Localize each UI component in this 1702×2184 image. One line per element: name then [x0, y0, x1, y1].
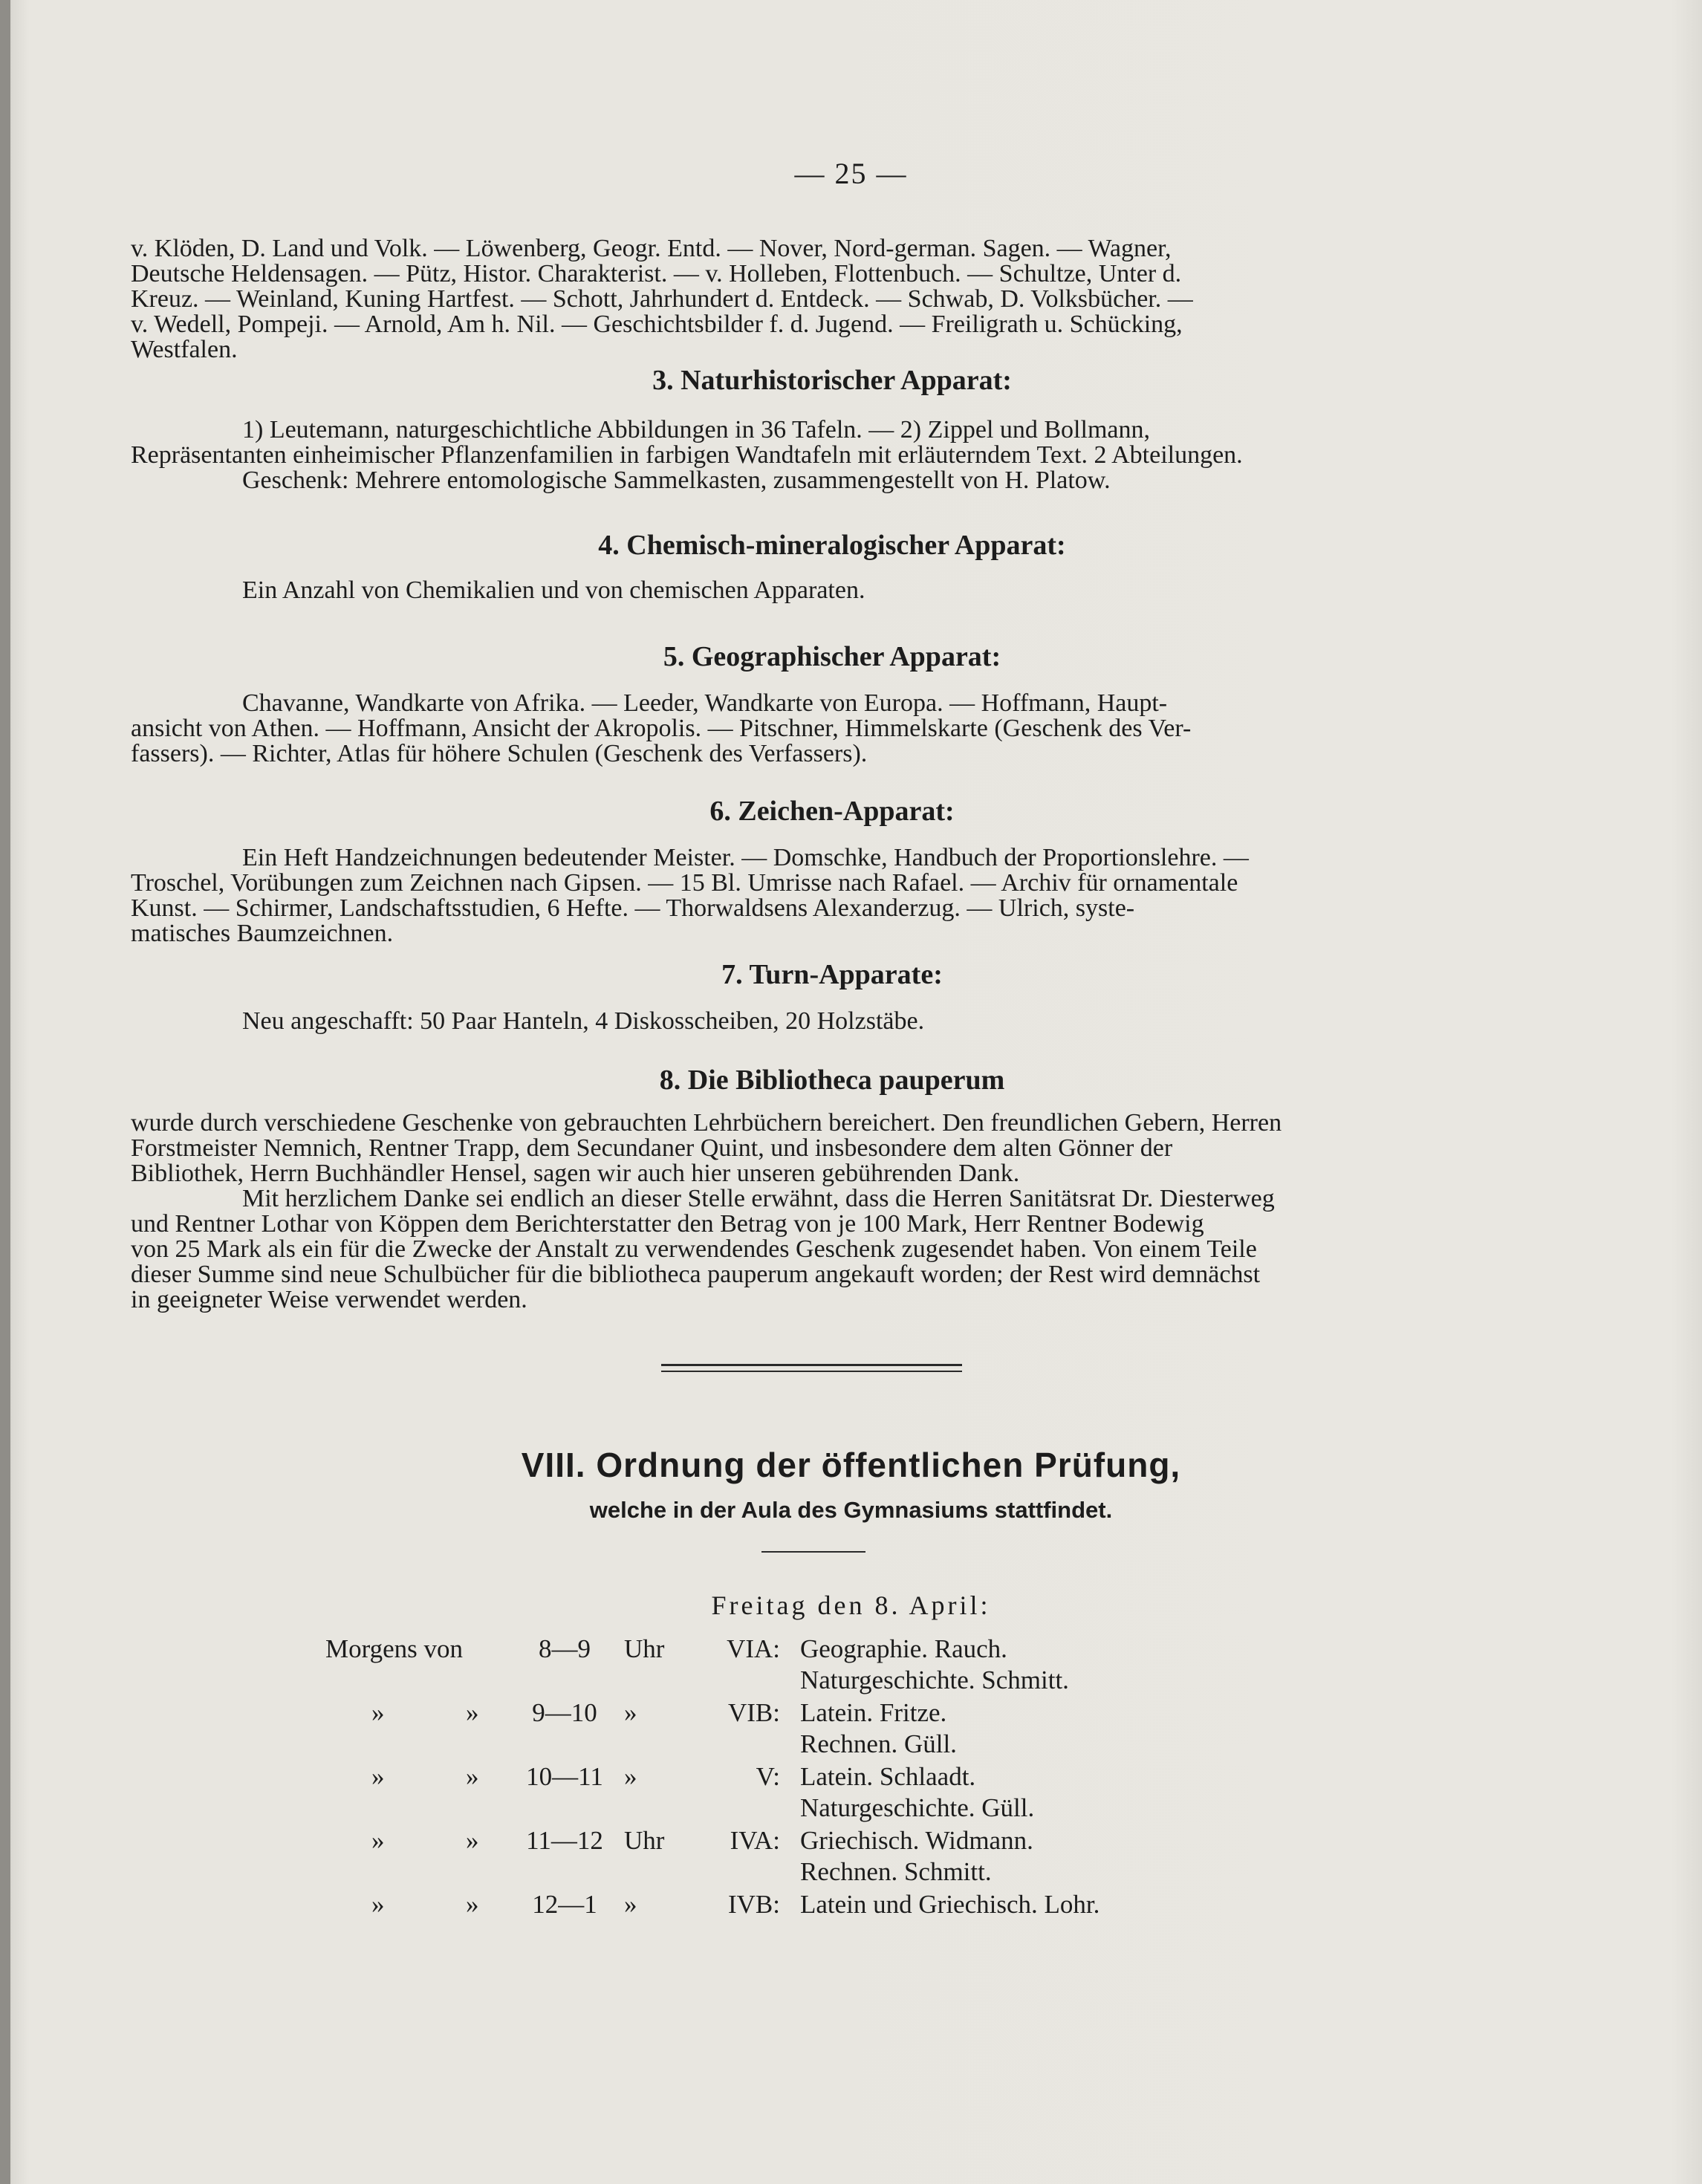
section-line: Geschenk: Mehrere entomologische Sammelkasten, zusammengestellt von H. Platow. — [242, 467, 1111, 494]
intro-line: v. Wedell, Pompeji. — Arnold, Am h. Nil. — Geschichtsbilder f. d. Jugend. — Freiligrath u. Schücking, — [131, 311, 1183, 338]
schedule-unit: » — [624, 1762, 637, 1791]
schedule-subject: Naturgeschichte. Güll. — [800, 1793, 1035, 1822]
section-line: und Rentner Lothar von Köppen dem Berichterstatter den Betrag von je 100 Mark, Herr Rentner Bodewig — [131, 1210, 1204, 1238]
section-line: in geeigneter Weise verwendet werden. — [131, 1286, 527, 1313]
schedule-subject: Geographie. Rauch. — [800, 1634, 1007, 1663]
schedule-time: 8—9 — [539, 1634, 591, 1663]
schedule-time: 10—11 — [526, 1762, 603, 1791]
schedule-unit: » — [624, 1890, 637, 1919]
section-line: von 25 Mark als ein für die Zwecke der Anstalt zu verwendendes Geschenk zugesendet haben. Von einem Teile — [131, 1235, 1257, 1263]
page-number: — 25 — — [794, 157, 908, 190]
intro-line: v. Klöden, D. Land und Volk. — Löwenberg, Geogr. Entd. — Nover, Nord-german. Sagen. — Wagner, — [131, 235, 1172, 262]
schedule-class: IVA: — [730, 1826, 780, 1855]
section-line: Chavanne, Wandkarte von Afrika. — Leeder, Wandkarte von Europa. — Hoffmann, Haupt- — [242, 689, 1168, 717]
schedule-class: VIA: — [727, 1634, 780, 1663]
section-body-naturhistorisch — [131, 417, 1490, 493]
chapter-title: VIII. Ordnung der öffentlichen Prüfung, — [521, 1446, 1181, 1484]
schedule-subject: Griechisch. Widmann. — [800, 1826, 1033, 1855]
section-line: ansicht von Athen. — Hoffmann, Ansicht der Akropolis. — Pitschner, Himmelskarte (Geschenk des Ver- — [131, 715, 1192, 742]
intro-line: Deutsche Heldensagen. — Pütz, Histor. Charakterist. — v. Holleben, Flottenbuch. — Schultze, Unter d. — [131, 260, 1182, 287]
section-line: matisches Baumzeichnen. — [131, 920, 394, 947]
schedule-time: 11—12 — [526, 1826, 603, 1855]
section-heading-chemisch: 4. Chemisch-mineralogischer Apparat: — [598, 530, 1066, 561]
schedule-prefix: Morgens von — [325, 1634, 464, 1663]
section-body-geographisch — [131, 691, 1490, 767]
schedule-class: IVB: — [728, 1890, 780, 1919]
ditto-mark: » — [371, 1826, 385, 1855]
ditto-mark: » — [466, 1762, 479, 1791]
section-line: Kunst. — Schirmer, Landschaftsstudien, 6 Hefte. — Thorwaldsens Alexanderzug. — Ulrich, syste- — [131, 894, 1135, 922]
schedule-time: 9—10 — [532, 1698, 597, 1727]
schedule-subject: Rechnen. Schmitt. — [800, 1857, 992, 1886]
divider-rule — [661, 1364, 962, 1366]
section-line: Forstmeister Nemnich, Rentner Trapp, dem Secundaner Quint, und insbesondere dem alten Gönner der — [131, 1134, 1173, 1162]
intro-book-list — [131, 236, 1490, 363]
section-body-zeichen — [131, 845, 1490, 946]
ditto-mark: » — [371, 1762, 385, 1791]
section-line: Mit herzlichem Danke sei endlich an dieser Stelle erwähnt, dass die Herren Sanitätsrat Dr. Diesterweg — [242, 1185, 1275, 1212]
section-heading-bibliotheca: 8. Die Bibliotheca pauperum — [659, 1065, 1005, 1096]
ditto-mark: » — [371, 1698, 385, 1727]
section-line: Neu angeschafft: 50 Paar Hanteln, 4 Diskosscheiben, 20 Holzstäbe. — [242, 1007, 925, 1035]
schedule-class: V: — [756, 1762, 780, 1791]
page-spine-shadow — [0, 0, 10, 2184]
section-line: Bibliothek, Herrn Buchhändler Hensel, sagen wir auch hier unseren gebührenden Dank. — [131, 1160, 1020, 1187]
ditto-mark: » — [466, 1890, 479, 1919]
section-line: fassers). — Richter, Atlas für höhere Schulen (Geschenk des Verfassers). — [131, 740, 868, 767]
section-heading-naturhistorisch: 3. Naturhistorischer Apparat: — [652, 365, 1012, 396]
short-rule — [761, 1551, 865, 1553]
schedule-subject: Rechnen. Güll. — [800, 1729, 957, 1758]
section-heading-turn: 7. Turn-Apparate: — [721, 959, 943, 990]
schedule-subject: Naturgeschichte. Schmitt. — [800, 1665, 1069, 1694]
intro-line: Westfalen. — [131, 336, 238, 363]
section-heading-geographisch: 5. Geographischer Apparat: — [663, 641, 1001, 672]
schedule-unit: » — [624, 1698, 637, 1727]
chapter-subtitle: welche in der Aula des Gymnasiums stattfindet. — [589, 1497, 1113, 1523]
section-heading-zeichen: 6. Zeichen-Apparat: — [709, 796, 955, 827]
section-body-turn — [131, 1009, 1490, 1034]
schedule-class: VIB: — [728, 1698, 780, 1727]
schedule-unit: Uhr — [624, 1634, 665, 1663]
ditto-mark: » — [466, 1698, 479, 1727]
intro-line: Kreuz. — Weinland, Kuning Hartfest. — Schott, Jahrhundert d. Entdeck. — Schwab, D. Volksbücher. — — [131, 285, 1193, 313]
section-line: dieser Summe sind neue Schulbücher für die bibliotheca pauperum angekauft worden; der Rest wird demnächst — [131, 1261, 1261, 1288]
section-body-bibliotheca — [131, 1111, 1490, 1313]
ditto-mark: » — [371, 1890, 385, 1919]
divider-rule — [661, 1371, 962, 1372]
exam-day: Freitag den 8. April: — [711, 1590, 991, 1620]
section-line: Troschel, Vorübungen zum Zeichnen nach Gipsen. — 15 Bl. Umrisse nach Rafael. — Archiv für ornamentale — [131, 869, 1238, 897]
section-line: 1) Leutemann, naturgeschichtliche Abbildungen in 36 Tafeln. — 2) Zippel und Bollmann, — [242, 416, 1150, 443]
schedule-time: 12—1 — [532, 1890, 597, 1919]
section-line: Repräsentanten einheimischer Pflanzenfamilien in farbigen Wandtafeln mit erläuterndem Text. 2 Abteilungen. — [131, 441, 1243, 469]
section-line: wurde durch verschiedene Geschenke von gebrauchten Lehrbüchern bereichert. Den freundlichen Gebern, Herren — [131, 1109, 1282, 1137]
schedule-subject: Latein. Schlaadt. — [800, 1762, 976, 1791]
section-line: Ein Anzahl von Chemikalien und von chemischen Apparaten. — [242, 576, 865, 604]
section-line: Ein Heft Handzeichnungen bedeutender Meister. — Domschke, Handbuch der Proportionslehre. — — [242, 844, 1249, 871]
schedule-subject: Latein und Griechisch. Lohr. — [800, 1890, 1100, 1919]
section-body-chemisch — [131, 578, 1490, 603]
ditto-mark: » — [466, 1826, 479, 1855]
schedule-unit: Uhr — [624, 1826, 665, 1855]
schedule-subject: Latein. Fritze. — [800, 1698, 947, 1727]
